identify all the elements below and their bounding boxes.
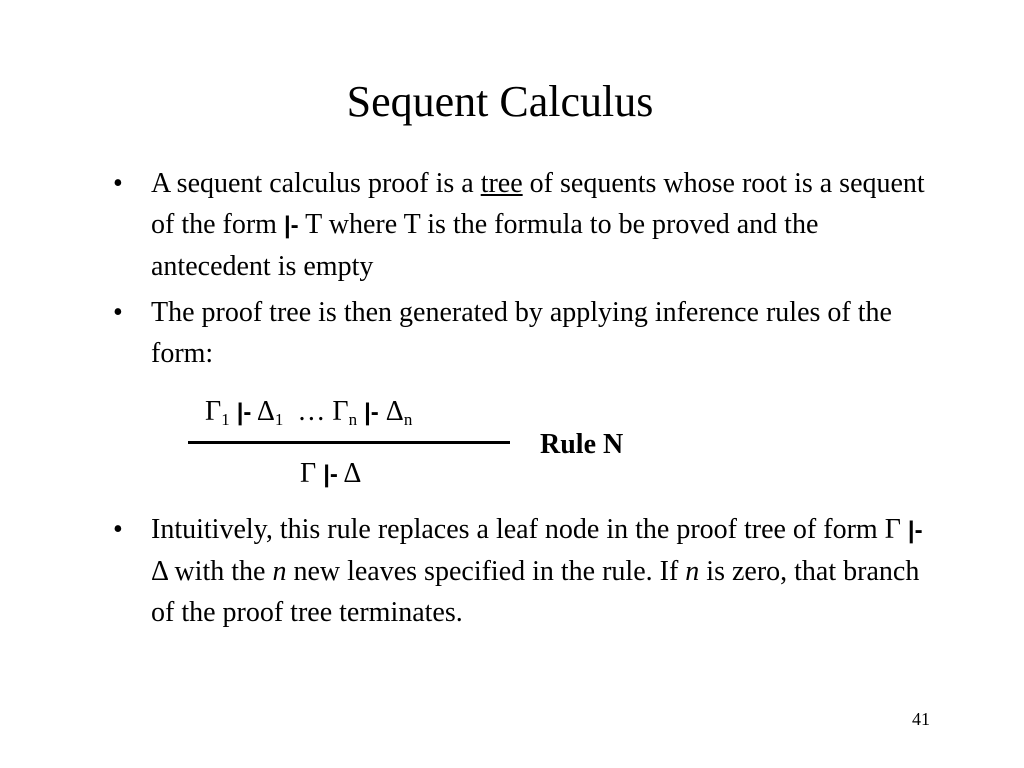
delta-symbol: Δ xyxy=(256,396,275,427)
turnstile-symbol: |- xyxy=(236,399,252,426)
subscript: n xyxy=(403,410,413,429)
gamma-symbol: Γ xyxy=(332,396,349,427)
delta-symbol: Δ xyxy=(343,458,362,489)
turnstile-symbol: |- xyxy=(323,461,338,488)
bullet-text: The proof tree is then generated by applying inference rules of the form: xyxy=(151,297,892,369)
bullet-text-segment: of sequents whose root is a sequent of the form xyxy=(151,168,925,240)
subscript: n xyxy=(348,410,358,429)
bullet-item-leaf-replacement xyxy=(113,509,943,633)
bullet-text-segment: new leaves specified in the rule. If xyxy=(286,556,686,587)
subscript: 1 xyxy=(274,410,284,429)
rule-premises xyxy=(205,396,412,429)
inference-line xyxy=(188,441,510,444)
delta-symbol: Δ xyxy=(385,396,404,427)
bullet-text-segment: T where T is the formula to be proved and the antecedent is empty xyxy=(151,209,819,282)
bullet-marker: • xyxy=(113,168,123,199)
turnstile-symbol: |- xyxy=(283,212,299,239)
turnstile-symbol: |- xyxy=(364,399,379,426)
rule-name: Rule N xyxy=(540,429,624,460)
slide-title: Sequent Calculus xyxy=(346,77,654,126)
bullet-marker: • xyxy=(113,297,123,328)
italic-variable-n: n xyxy=(272,556,287,587)
bullet-text-segment: Intuitively, this rule replaces a leaf node in the proof tree of form Γ xyxy=(151,514,908,545)
turnstile-symbol: |- xyxy=(907,517,923,544)
gamma-symbol: Γ xyxy=(205,396,222,427)
italic-variable-n: n xyxy=(685,556,700,587)
bullet-text xyxy=(151,509,943,633)
bullet-text-segment: is zero, that branch of the proof tree terminates. xyxy=(151,556,920,628)
rule-conclusion xyxy=(300,458,361,491)
bullet-text-segment: Δ with the xyxy=(151,556,273,587)
bullet-marker: • xyxy=(113,514,123,545)
bullet-text xyxy=(151,163,943,287)
ellipsis: … xyxy=(297,396,326,427)
subscript: 1 xyxy=(221,410,230,429)
gamma-symbol: Γ xyxy=(300,458,317,489)
bullet-item-proof-tree xyxy=(113,163,943,287)
bullet-item-inference-rules xyxy=(113,292,943,374)
underlined-term-tree: tree xyxy=(480,168,523,199)
page-number: 41 xyxy=(912,709,930,729)
bullet-text-segment: A sequent calculus proof is a xyxy=(151,168,481,199)
